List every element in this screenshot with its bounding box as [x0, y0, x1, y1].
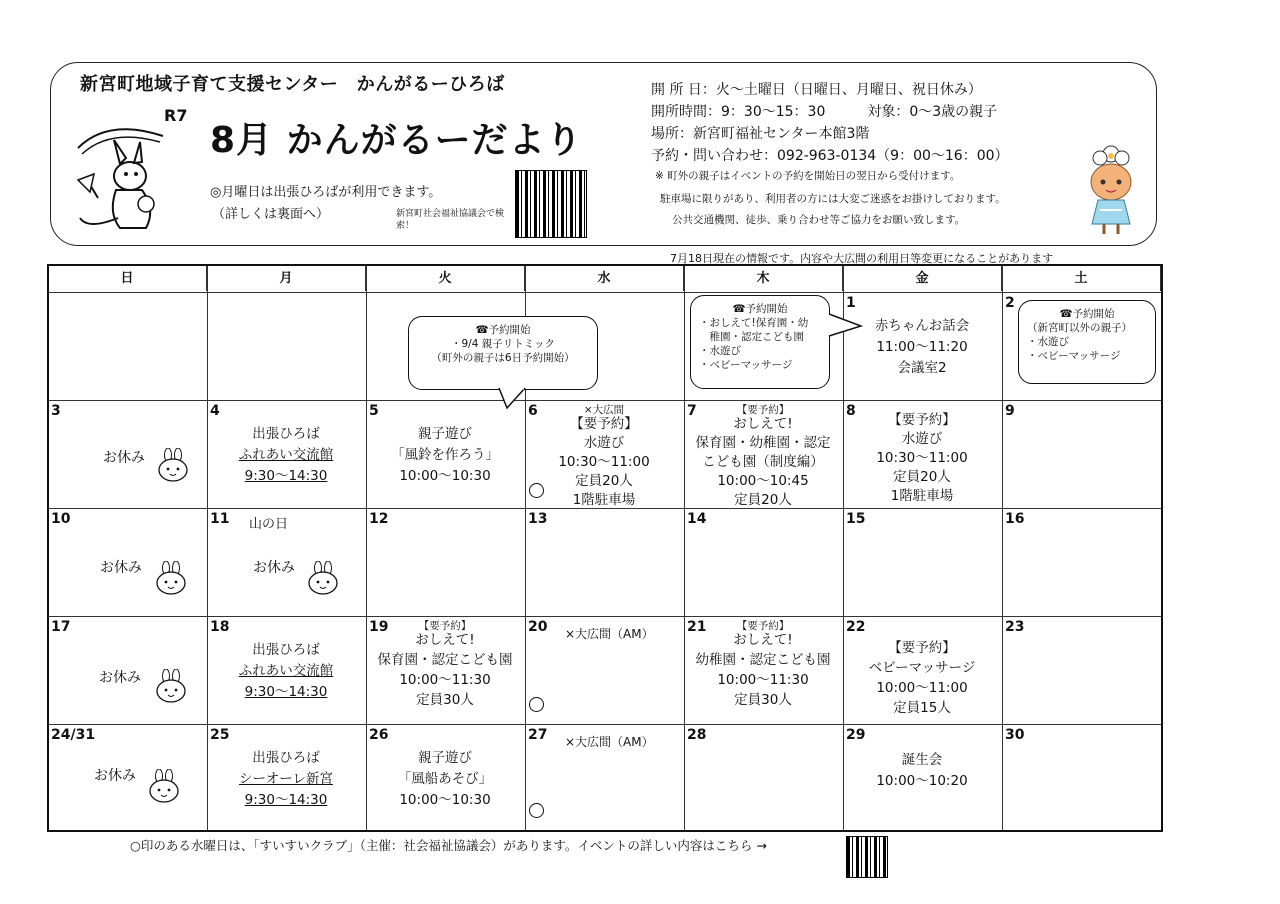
event-tag: ×大広間（AM）: [565, 627, 654, 641]
event-text: ふれあい交流館: [238, 447, 334, 463]
event-line: [525, 453, 683, 472]
event-text: 10:00～11:30: [717, 672, 809, 688]
event-line: [207, 749, 365, 768]
calendar-day-cell[interactable]: [684, 401, 842, 508]
bubble-line: ・9/4 親子リトミック: [450, 338, 556, 350]
reservation-bubble-thu: [690, 295, 830, 389]
rabbit-icon: [156, 448, 190, 482]
event-line: [843, 699, 1001, 718]
event-text: 定員20人: [575, 473, 633, 489]
calendar-day-cell[interactable]: [366, 401, 524, 508]
rabbit-icon: [154, 669, 188, 703]
update-note: 7月18日現在の情報です。内容や大広間の利用日等変更になることがあります: [670, 252, 1054, 265]
search-note: 新宮町社会福祉協議会で検索！: [396, 209, 505, 231]
bubble-line: ・水遊び: [1027, 336, 1069, 348]
event-text: 定員20人: [893, 469, 951, 485]
day-number: 30: [1005, 727, 1025, 743]
event-line: [525, 472, 683, 491]
event-text: 会議室2: [897, 360, 947, 376]
event-text: 10:00～11:00: [876, 680, 968, 696]
event-line: [207, 683, 365, 702]
qr-code-icon[interactable]: [515, 170, 587, 238]
center-name: 新宮町地域子育て支援センター かんがるーひろば: [80, 74, 505, 95]
event-line: [366, 749, 524, 768]
calendar-day-cell[interactable]: [684, 509, 842, 616]
bubble-line: ・ベビーマッサージ: [699, 359, 793, 371]
event-tag: ×大広間: [583, 404, 625, 416]
day-number: 1: [846, 295, 856, 311]
weekday-header: 土: [1002, 266, 1161, 291]
event-line: [843, 468, 1001, 487]
calendar-day-cell[interactable]: [366, 617, 524, 724]
event-line: [207, 446, 365, 465]
event-text: 「風船あそび」: [397, 771, 493, 787]
calendar-day-cell[interactable]: [207, 617, 365, 724]
rabbit-icon: [147, 769, 181, 803]
event-text: こども園（制度編）: [702, 454, 824, 470]
bubble-line: ・おしえて!保育園・幼: [699, 317, 809, 329]
event-line: [843, 639, 1001, 658]
event-line: [366, 671, 524, 690]
bubble-line: （町外の親子は6日予約開始）: [431, 352, 575, 364]
swim-club-circle-icon: [529, 697, 544, 712]
event-text: 水遊び: [901, 431, 943, 447]
event-text: 親子遊び: [418, 750, 472, 766]
details-note: （詳しくは裏面へ）: [212, 207, 330, 222]
event-text: 定員30人: [734, 692, 792, 708]
calendar-day-cell[interactable]: [1002, 509, 1160, 616]
event-line: [366, 791, 524, 810]
closed-label: お休み: [103, 450, 145, 466]
rabbit-icon: [154, 561, 188, 595]
event-line: [843, 659, 1001, 678]
event-text: 親子遊び: [418, 426, 472, 442]
calendar-day-cell[interactable]: [843, 401, 1001, 508]
event-line: [207, 641, 365, 660]
event-line: [366, 467, 524, 486]
event-line: [684, 691, 842, 710]
event-line: [207, 425, 365, 444]
event-text: 1階駐車場: [890, 488, 954, 504]
event-text: おしえて!: [733, 416, 793, 432]
event-text: おしえて!: [415, 632, 475, 648]
event-text: 10:30～11:00: [558, 454, 650, 470]
event-text: 保育園・幼稚園・認定: [695, 435, 831, 451]
event-line: [684, 434, 842, 453]
kangaroo-illustration: [68, 118, 168, 240]
event-line: [684, 415, 842, 434]
footer-note: ○印のある水曜日は、「すいすいクラブ」（主催：社会福祉協議会）があります。イベントの詳しい内容はこちら →: [130, 838, 767, 853]
day-number: 2: [1005, 295, 1015, 311]
weekday-header: 月: [207, 266, 366, 291]
event-line: [684, 453, 842, 472]
day-number: 27: [528, 727, 548, 743]
day-number: 4: [210, 403, 220, 419]
day-number: 17: [51, 619, 71, 635]
event-line: [366, 631, 524, 650]
event-text: おしえて!: [733, 632, 793, 648]
day-number: 24/31: [51, 727, 96, 743]
calendar-day-cell[interactable]: [525, 401, 683, 508]
closed-label: お休み: [100, 560, 142, 576]
day-number: 25: [210, 727, 230, 743]
bubble-line: ☎予約開始: [1059, 308, 1115, 320]
event-line: [366, 691, 524, 710]
day-number: 19: [369, 619, 389, 635]
calendar-day-cell[interactable]: [843, 725, 1001, 832]
day-number: 11: [210, 511, 230, 527]
holiday-label: 山の日: [249, 517, 289, 532]
bubble-line: （新宮町以外の親子）: [1027, 322, 1132, 334]
day-number: 7: [687, 403, 697, 419]
note-transit: 公共交通機関、徒歩、乗り合わせ等ご協力をお願い致します。: [672, 214, 966, 226]
day-number: 15: [846, 511, 866, 527]
weekday-header: 火: [366, 266, 525, 291]
event-text: 定員20人: [734, 492, 792, 508]
event-tag: ×大広間（AM）: [565, 735, 654, 749]
calendar-day-cell[interactable]: [684, 617, 842, 724]
event-text: 1階駐車場: [572, 492, 636, 508]
swim-club-circle-icon: [529, 483, 544, 498]
calendar-day-cell[interactable]: [843, 617, 1001, 724]
info-open-days: 開 所 日：火～土曜日（日曜日、月曜日、祝日休み）: [651, 82, 982, 98]
bubble-tail-thu: [827, 312, 863, 342]
event-line: [843, 317, 1001, 336]
event-line: [843, 487, 1001, 506]
event-text: 11:00～11:20: [876, 339, 968, 355]
info-contact: 予約・問い合わせ：092-963-0134（9：00～16：00）: [651, 148, 1009, 164]
event-line: [525, 415, 683, 434]
event-line: [843, 772, 1001, 791]
reservation-bubble-sat: [1018, 300, 1156, 384]
event-line: [207, 662, 365, 681]
bubble-line: 稚園・認定こども園: [699, 331, 804, 343]
closed-label: お休み: [99, 670, 141, 686]
calendar-day-cell[interactable]: [48, 401, 206, 508]
calendar-day-cell[interactable]: [207, 401, 365, 508]
day-number: 12: [369, 511, 389, 527]
calendar-day-cell[interactable]: [843, 509, 1001, 616]
event-line: [684, 472, 842, 491]
day-number: 29: [846, 727, 866, 743]
event-text: 10:00～10:30: [399, 468, 491, 484]
event-tag: 【要予約】: [736, 404, 790, 416]
event-line: [684, 651, 842, 670]
day-number: 28: [687, 727, 707, 743]
calendar-day-cell[interactable]: [525, 617, 683, 724]
event-line: [366, 770, 524, 789]
event-text: 10:00～10:20: [876, 773, 968, 789]
event-line: [843, 679, 1001, 698]
closed-label: お休み: [94, 768, 136, 784]
event-line: [843, 411, 1001, 430]
event-text: 出張ひろば: [252, 426, 320, 442]
day-number: 6: [528, 403, 538, 419]
info-place: 場所：新宮町福祉センター本館3階: [651, 126, 870, 142]
event-line: [843, 359, 1001, 378]
calendar-day-cell[interactable]: [1002, 725, 1160, 832]
day-number: 22: [846, 619, 866, 635]
weekday-header: 日: [48, 266, 207, 291]
bubble-line: ☎予約開始: [475, 324, 531, 336]
event-text: 出張ひろば: [252, 642, 320, 658]
day-number: 18: [210, 619, 230, 635]
weekday-header: 水: [525, 266, 684, 291]
event-tag: 【要予約】: [418, 620, 472, 632]
calendar-day-cell[interactable]: [843, 293, 1001, 400]
reservation-bubble-tue: [408, 316, 598, 390]
calendar-day-cell[interactable]: [366, 509, 524, 616]
event-text: 幼稚園・認定こども園: [695, 652, 831, 668]
event-line: [684, 671, 842, 690]
weekday-header: 金: [843, 266, 1002, 291]
event-text: 水遊び: [583, 435, 625, 451]
calendar-day-cell[interactable]: [525, 509, 683, 616]
event-text: 9:30～14:30: [244, 468, 328, 484]
event-line: [843, 449, 1001, 468]
event-text: 定員30人: [416, 692, 474, 708]
event-line: [525, 491, 683, 508]
mascot-illustration: [1082, 140, 1140, 236]
event-text: シーオーレ新宮: [239, 771, 333, 787]
newsletter-title: 8月 かんがるーだより: [210, 120, 583, 161]
event-text: 10:00～10:30: [399, 792, 491, 808]
day-number: 21: [687, 619, 707, 635]
day-number: 9: [1005, 403, 1015, 419]
era-label: R7: [164, 106, 188, 125]
event-text: 「風鈴を作ろう」: [391, 447, 499, 463]
day-number: 10: [51, 511, 71, 527]
event-line: [843, 430, 1001, 449]
day-number: 5: [369, 403, 379, 419]
event-text: 【要予約】: [570, 416, 638, 432]
event-line: [366, 425, 524, 444]
event-text: 10:00～11:30: [399, 672, 491, 688]
day-number: 16: [1005, 511, 1025, 527]
event-tag: 【要予約】: [736, 620, 790, 632]
day-number: 8: [846, 403, 856, 419]
note-outside-residents: ※ 町外の親子はイベントの予約を開始日の翌日から受付けます。: [655, 170, 961, 182]
bubble-line: ☎予約開始: [732, 303, 788, 315]
event-text: 9:30～14:30: [244, 684, 328, 700]
event-line: [366, 651, 524, 670]
day-number: 26: [369, 727, 389, 743]
event-line: [684, 631, 842, 650]
calendar-day-cell[interactable]: [525, 725, 683, 832]
day-number: 3: [51, 403, 61, 419]
day-number: 13: [528, 511, 548, 527]
event-text: 赤ちゃんお話会: [874, 318, 970, 334]
event-text: 定員15人: [893, 700, 951, 716]
event-text: 9:30～14:30: [244, 792, 328, 808]
event-text: 【要予約】: [888, 412, 956, 428]
event-line: [207, 467, 365, 486]
calendar-day-cell[interactable]: [48, 725, 206, 832]
swim-club-circle-icon: [529, 803, 544, 818]
calendar-day-cell[interactable]: [684, 725, 842, 832]
calendar-day-cell[interactable]: [207, 509, 365, 616]
qr-code-icon[interactable]: [846, 836, 888, 878]
event-text: 【要予約】: [888, 640, 956, 656]
event-line: [684, 491, 842, 508]
bubble-line: ・ベビーマッサージ: [1027, 350, 1121, 362]
event-text: ベビーマッサージ: [868, 660, 976, 676]
event-text: 保育園・認定こども園: [377, 652, 513, 668]
calendar-day-cell[interactable]: [48, 617, 206, 724]
bubble-tail-tue: [497, 386, 527, 410]
day-number: 20: [528, 619, 548, 635]
event-line: [843, 338, 1001, 357]
event-line: [843, 751, 1001, 770]
event-text: 誕生会: [901, 752, 943, 768]
day-number: 23: [1005, 619, 1025, 635]
event-line: [366, 446, 524, 465]
event-text: 10:30～11:00: [876, 450, 968, 466]
event-line: [207, 791, 365, 810]
calendar-day-cell[interactable]: [366, 725, 524, 832]
calendar-day-cell[interactable]: [48, 509, 206, 616]
calendar-day-cell[interactable]: [1002, 617, 1160, 724]
event-line: [207, 770, 365, 789]
closed-label: お休み: [253, 560, 295, 576]
event-text: 10:00～10:45: [717, 473, 809, 489]
note-parking: 駐車場に限りがあり、利用者の方には大変ご迷惑をお掛けしております。: [660, 193, 1006, 205]
info-open-hours: 開所時間：9：30～15：30 対象：0～3歳の親子: [651, 104, 998, 120]
event-line: [525, 434, 683, 453]
monday-note: ◎月曜日は出張ひろばが利用できます。: [210, 185, 442, 200]
calendar-day-cell[interactable]: [207, 725, 365, 832]
event-text: ふれあい交流館: [238, 663, 334, 679]
event-text: 出張ひろば: [252, 750, 320, 766]
bubble-line: ・水遊び: [699, 345, 741, 357]
weekday-header: 木: [684, 266, 843, 291]
day-number: 14: [687, 511, 707, 527]
calendar-day-cell[interactable]: [1002, 401, 1160, 508]
rabbit-icon: [306, 561, 340, 595]
